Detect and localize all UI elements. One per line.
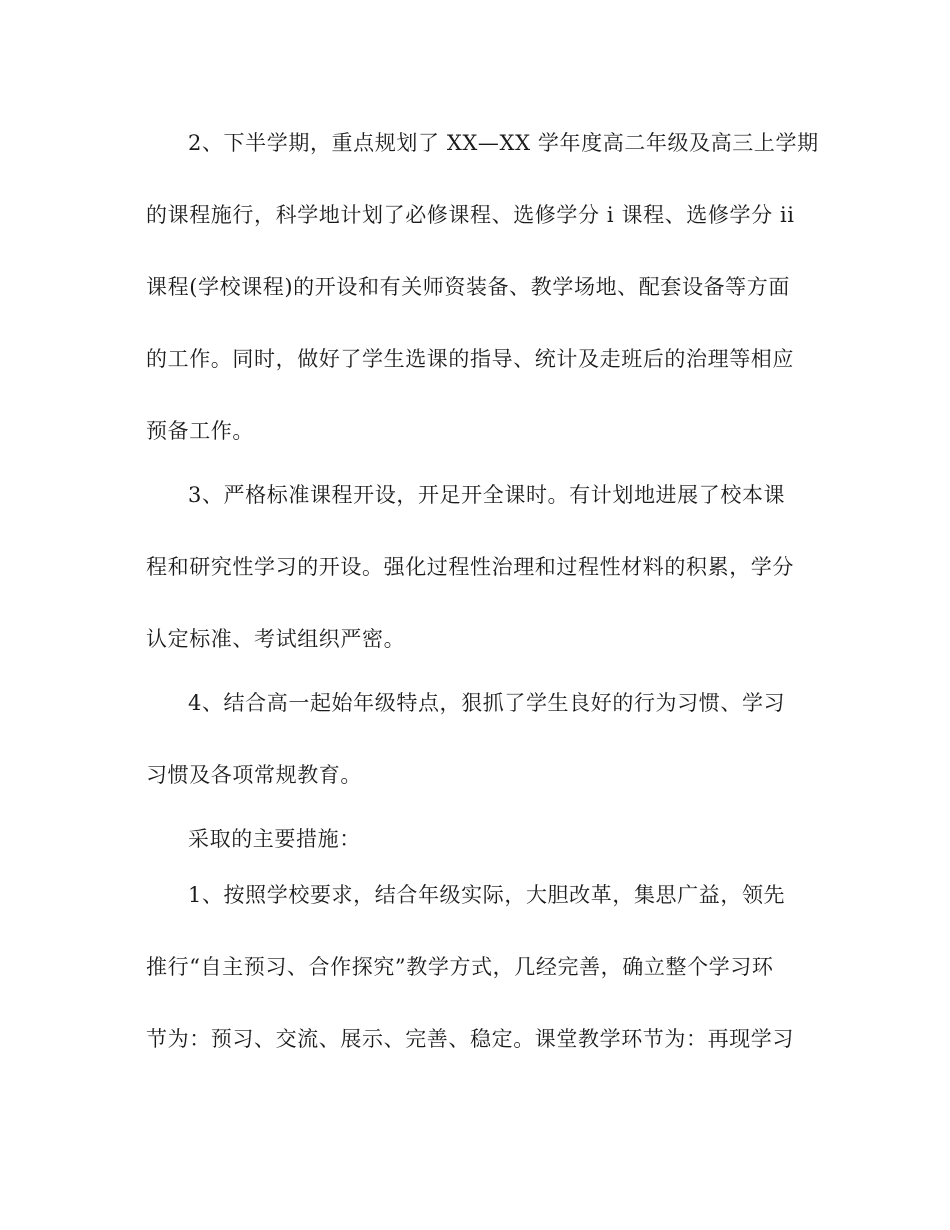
paragraph-2-line-1: 2、下半学期，重点规划了 XX—XX 学年度高二年级及高三上学期 (188, 131, 819, 155)
measure-1-line-3: 节为：预习、交流、展示、完善、稳定。课堂教学环节为：再现学习 (146, 1027, 794, 1051)
paragraph-4-line-2: 习惯及各项常规教育。 (146, 763, 362, 787)
paragraph-3-line-2: 程和研究性学习的开设。强化过程性治理和过程性材料的积累，学分 (146, 555, 794, 579)
paragraph-3-line-1: 3、严格标准课程开设，开足开全课时。有计划地进展了校本课 (188, 483, 786, 507)
paragraph-2-line-3: 课程(学校课程)的开设和有关师资装备、教学场地、配套设备等方面 (146, 275, 790, 299)
measure-1-line-2: 推行“自主预习、合作探究”教学方式，几经完善，确立整个学习环 (146, 955, 774, 979)
paragraph-4-line-1: 4、结合高一起始年级特点，狠抓了学生良好的行为习惯、学习 (188, 691, 786, 715)
paragraph-2-line-4: 的工作。同时，做好了学生选课的指导、统计及走班后的治理等相应 (146, 347, 794, 371)
paragraph-3-line-3: 认定标准、考试组织严密。 (146, 627, 406, 651)
paragraph-2-line-2: 的课程施行，科学地计划了必修课程、选修学分 i 课程、选修学分 ii (146, 203, 795, 227)
measure-1-line-1: 1、按照学校要求，结合年级实际，大胆改革，集思广益，领先 (188, 883, 786, 907)
paragraph-2-line-5: 预备工作。 (146, 419, 254, 443)
measures-heading: 采取的主要措施： (188, 827, 361, 851)
